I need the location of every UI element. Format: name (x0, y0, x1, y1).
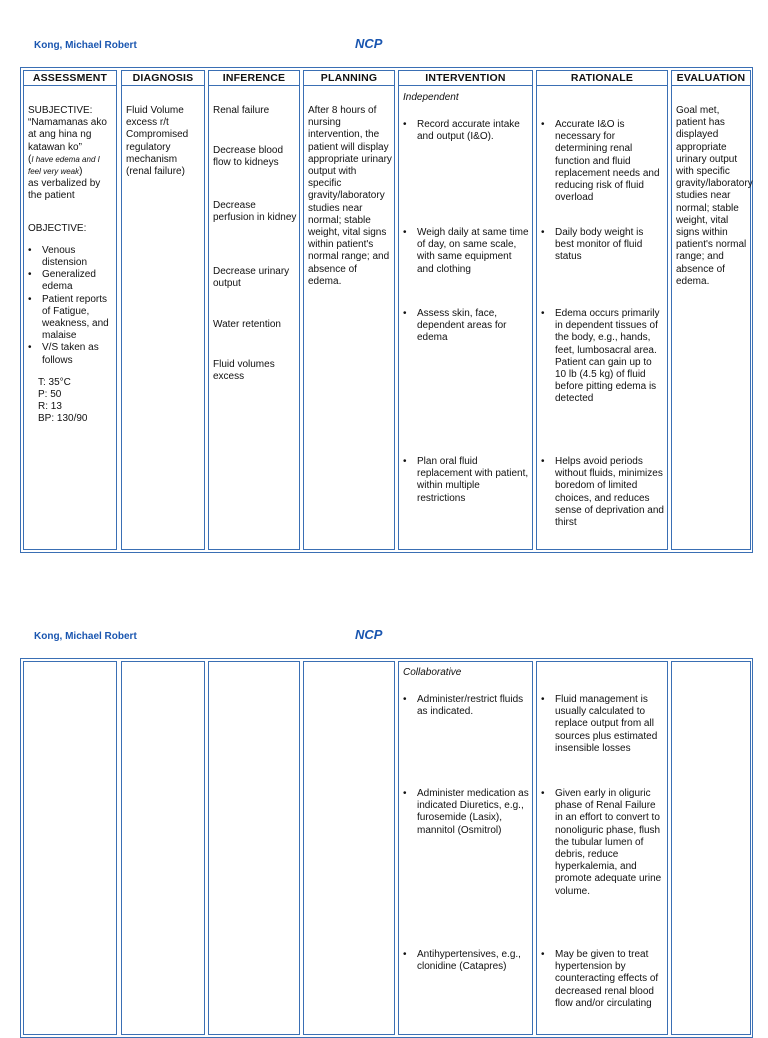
header-inference: INFERENCE (209, 71, 299, 86)
verbalized-note: as verbalized by the patient (28, 178, 101, 202)
rationale-item: • Given early in oliguric phase of Renal Failure in an effort to convert to nonoliguric phase, flush the tubular lumen of debris, reduce hyperkalemia, and promote adequate urine volume. (541, 788, 662, 897)
page-header (0, 36, 768, 56)
column-rationale (536, 70, 668, 550)
vital-resp: R: 13 (38, 401, 62, 413)
inference-step: Renal failure (213, 105, 270, 116)
objective-item: • V/S taken as follows (28, 342, 99, 366)
ncp-table (20, 67, 753, 553)
column-diagnosis (121, 70, 205, 550)
header-intervention: INTERVENTION (399, 71, 532, 86)
doc-title: NCP (355, 627, 383, 642)
subjective-translation: (I have edema and I feel very weak) (28, 153, 100, 178)
subjective-quote: “Namamanas ako at ang hina ng katawan ko” (28, 117, 107, 153)
objective-item: • Patient reports of Fatigue, weakness, and malaise (28, 293, 109, 342)
inference-step: Water retention (213, 319, 281, 330)
objective-item: • Venous distension (28, 244, 88, 269)
intervention-item: • Administer medication as indicated Diuretics, e.g., furosemide (Lasix), mannitol (Osmitrol) (403, 788, 529, 836)
column-assessment (23, 661, 117, 1035)
rationale-item: • Accurate I&O is necessary for determining renal function and fluid replacement needs and reducing risk of fluid overload (541, 119, 660, 204)
column-assessment (23, 70, 117, 550)
rationale-item: • May be given to treat hypertension by counteracting effects of decreased renal blood flow and/or circulating (541, 949, 659, 1009)
header-planning: PLANNING (304, 71, 394, 86)
intervention-item: • Assess skin, face, dependent areas for edema (403, 308, 507, 344)
subjective-label: SUBJECTIVE: (28, 105, 93, 116)
rationale-item: • Fluid management is usually calculated to replace output from all sources plus estimated insensible losses (541, 694, 658, 754)
column-evaluation (671, 661, 751, 1035)
column-inference (208, 70, 300, 550)
header-rationale: RATIONALE (537, 71, 667, 86)
column-inference (208, 661, 300, 1035)
rationale-item: • Helps avoid periods without fluids, minimizes boredom of limited choices, and reduces sense of deprivation and thirst (541, 456, 664, 529)
column-planning (303, 661, 395, 1035)
vital-pulse: P: 50 (38, 389, 62, 401)
inference-step: Fluid volumes excess (213, 359, 275, 383)
header-evaluation: EVALUATION (672, 71, 750, 86)
objective-item: • Generalized edema (28, 269, 96, 293)
intervention-item: • Record accurate intake and output (I&O). (403, 119, 520, 143)
header-diagnosis: DIAGNOSIS (122, 71, 204, 86)
patient-name: Kong, Michael Robert (34, 631, 137, 642)
intervention-heading: Collaborative (403, 667, 462, 678)
ncp-table-continued (20, 658, 753, 1038)
rationale-item: • Edema occurs primarily in dependent tissues of the body, e.g., hands, feet, lumbosacral area. Patient can gain up to 10 lb (4.5 kg) of fluid before pitting edema is detected (541, 308, 660, 405)
page-header-2 (0, 627, 768, 647)
intervention-heading: Independent (403, 92, 459, 103)
column-intervention (398, 661, 533, 1035)
doc-title: NCP (355, 36, 383, 51)
column-intervention (398, 70, 533, 550)
intervention-item: • Weigh daily at same time of day, on same scale, with same equipment and clothing (403, 227, 529, 275)
intervention-item: • Administer/restrict fluids as indicated. (403, 694, 524, 718)
diagnosis-text: Fluid Volume excess r/t Compromised regulatory mechanism (renal failure) (126, 105, 189, 178)
header-assessment: ASSESSMENT (24, 71, 116, 86)
inference-step: Decrease blood flow to kidneys (213, 145, 284, 169)
vital-signs (28, 377, 114, 426)
assessment-content (28, 105, 114, 426)
intervention-item: • Antihypertensives, e.g., clonidine (Catapres) (403, 949, 521, 973)
intervention-item: • Plan oral fluid replacement with patient, within multiple restrictions (403, 456, 529, 504)
planning-text: After 8 hours of nursing intervention, the patient will display appropriate urinary output with specific gravity/laboratory studies near normal; stable weight, vital signs within patient's normal range; and absence of edema. (308, 105, 392, 287)
column-evaluation (671, 70, 751, 550)
vital-bp: BP: 130/90 (38, 413, 88, 425)
vital-temp: T: 35°C (38, 376, 71, 388)
objective-label: OBJECTIVE: (28, 222, 87, 234)
rationale-item: • Daily body weight is best monitor of fluid status (541, 227, 644, 263)
patient-name: Kong, Michael Robert (34, 40, 137, 51)
inference-step: Decrease urinary output (213, 266, 290, 290)
column-rationale (536, 661, 668, 1035)
column-planning (303, 70, 395, 550)
inference-step: Decrease perfusion in kidney (213, 200, 297, 224)
evaluation-text: Goal met, patient has displayed appropriate urinary output with specific gravity/laboratory studies near normal; stable weight, vital signs within patient's normal range; and absence of edema. (676, 105, 753, 287)
column-diagnosis (121, 661, 205, 1035)
